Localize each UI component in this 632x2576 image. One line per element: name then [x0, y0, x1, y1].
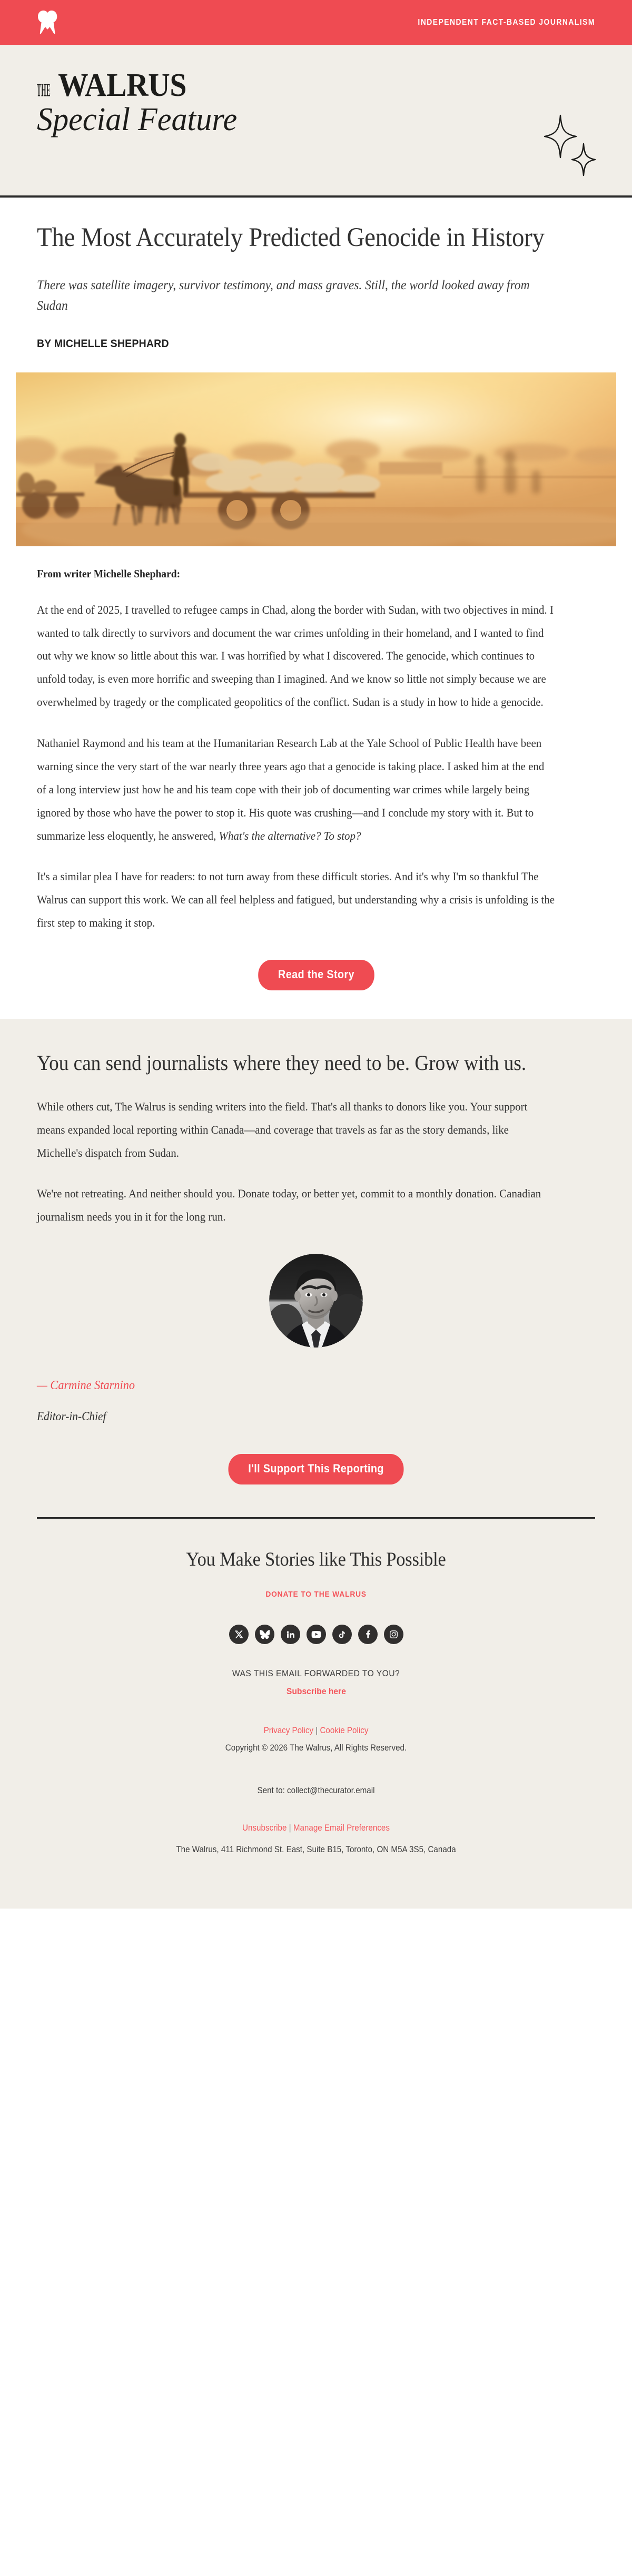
read-story-button[interactable]: Read the Story [258, 960, 374, 990]
support-button-row [37, 1423, 595, 1506]
article-header [0, 198, 632, 350]
support-reporting-button[interactable]: I'll Support This Reporting [228, 1454, 403, 1484]
signature-name: — Carmine Starnino [37, 1379, 135, 1393]
body-paragraph-2-text: Nathaniel Raymond and his team at the Humanitarian Research Lab at the Yale School of Public Health have been warning since the very start of the war nearly three years ago that a genocide is taking place. I asked him at the end of a long interview just how he and his team cope with their job of documenting war crimes while largely being ignored by those who have the power to stop it. His quote was crushing—and I conclude my story with it. But to summarize less eloquently, he answered, [37, 736, 545, 842]
privacy-policy-link[interactable]: Privacy Policy [263, 1726, 314, 1736]
walrus-wordmark[interactable] [37, 67, 243, 138]
footer-heading: You Make Stories like This Possible [186, 1549, 446, 1571]
donation-paragraph-1: While others cut, The Walrus is sending writers into the field. That's all thanks to donors like you. Your support means expanded local reporting within Canada—and coverage that travels as far as the story demands, like Michelle's dispatch from Sudan. [37, 1099, 528, 1159]
donation-heading: You can send journalists where they need to be. Grow with us. [37, 1051, 527, 1075]
article-deck: There was satellite imagery, survivor testimony, and mass graves. Still, the world looked away from Sudan [37, 278, 530, 313]
hero-image[interactable] [16, 372, 616, 546]
sent-to-text: Sent to: collect@thecurator.email [257, 1786, 375, 1796]
body-paragraph-1: At the end of 2025, I travelled to refugee camps in Chad, along the border with Sudan, with two objectives in mind. I wanted to talk directly to survivors and document the war crimes unfolding in their homeland, and I wanted to find out why we know so little about this war. I was horrified by what I discovered. The genocide, which continues to unfold today, is even more horrific and sweeping than I imagined. And we know so little not simply because we are overwhelmed by tragedy or the complicated geopolitics of the conflict. Sudan is a study in how to hide a genocide. [37, 603, 554, 709]
from-writer-label: From writer Michelle Shephard: [37, 567, 181, 580]
x-twitter-icon[interactable] [229, 1625, 249, 1644]
social-links [37, 1625, 595, 1644]
tiktok-icon[interactable] [332, 1625, 352, 1644]
top-bar [0, 0, 632, 45]
body-paragraph-3: It's a similar plea I have for readers: to not turn away from these difficult stories. And it's why I'm so thankful The Walrus can support this work. We can all feel helpless and fatigued, but understanding why a crisis is unfolding is the first step to making it stop. [37, 870, 555, 930]
facebook-icon[interactable] [358, 1625, 378, 1644]
donate-to-walrus-link[interactable]: DONATE TO THE WALRUS [265, 1590, 367, 1599]
unsubscribe-link[interactable]: Unsubscribe [242, 1823, 287, 1833]
footer-tail-spacer [0, 1885, 632, 1909]
body-paragraph-2-quote: What's the alternative? To stop? [219, 829, 361, 842]
hero-image-wrapper [0, 372, 632, 546]
subscribe-here-link[interactable]: Subscribe here [286, 1686, 346, 1697]
sparkle-stars-icon [537, 113, 599, 183]
footer [0, 1519, 632, 1885]
signature-role: Editor-in-Chief [37, 1410, 106, 1423]
wordmark-walrus: WALRUS [58, 67, 187, 103]
page-title: The Most Accurately Predicted Genocide in History [37, 223, 545, 252]
bluesky-icon[interactable] [255, 1625, 274, 1644]
body-paragraph-2 [37, 732, 556, 847]
instagram-icon[interactable] [384, 1625, 403, 1644]
topbar-tagline: INDEPENDENT FACT-BASED JOURNALISM [418, 17, 595, 27]
masthead [0, 45, 632, 198]
portrait-wrapper [37, 1228, 595, 1355]
forwarded-question: WAS THIS EMAIL FORWARDED TO YOU? [232, 1668, 400, 1679]
body-copy [0, 567, 632, 1019]
manage-links [59, 1823, 572, 1833]
read-story-button-row [37, 935, 595, 1019]
donation-section [0, 1019, 632, 1519]
linkedin-icon[interactable] [281, 1625, 300, 1644]
policy-links [59, 1726, 572, 1736]
article-byline: BY MICHELLE SHEPHARD [37, 337, 169, 350]
policy-separator: | [315, 1726, 318, 1736]
cookie-policy-link[interactable]: Cookie Policy [320, 1726, 369, 1736]
mailing-address: The Walrus, 411 Richmond St. East, Suite B15, Toronto, ON M5A 3S5, Canada [176, 1845, 456, 1855]
wordmark-subtitle: Special Feature [37, 101, 238, 137]
walrus-tusk-logo-icon[interactable] [37, 9, 61, 36]
donation-paragraph-2: We're not retreating. And neither should you. Donate today, or better yet, commit to a monthly donation. Canadian journalism needs you in it for the long run. [37, 1187, 541, 1224]
youtube-icon[interactable] [307, 1625, 326, 1644]
copyright-text: Copyright © 2026 The Walrus, All Rights Reserved. [225, 1743, 407, 1753]
wordmark-the: THE [37, 80, 51, 101]
manage-separator: | [289, 1823, 291, 1833]
avatar [269, 1254, 363, 1348]
manage-preferences-link[interactable]: Manage Email Preferences [293, 1823, 390, 1833]
